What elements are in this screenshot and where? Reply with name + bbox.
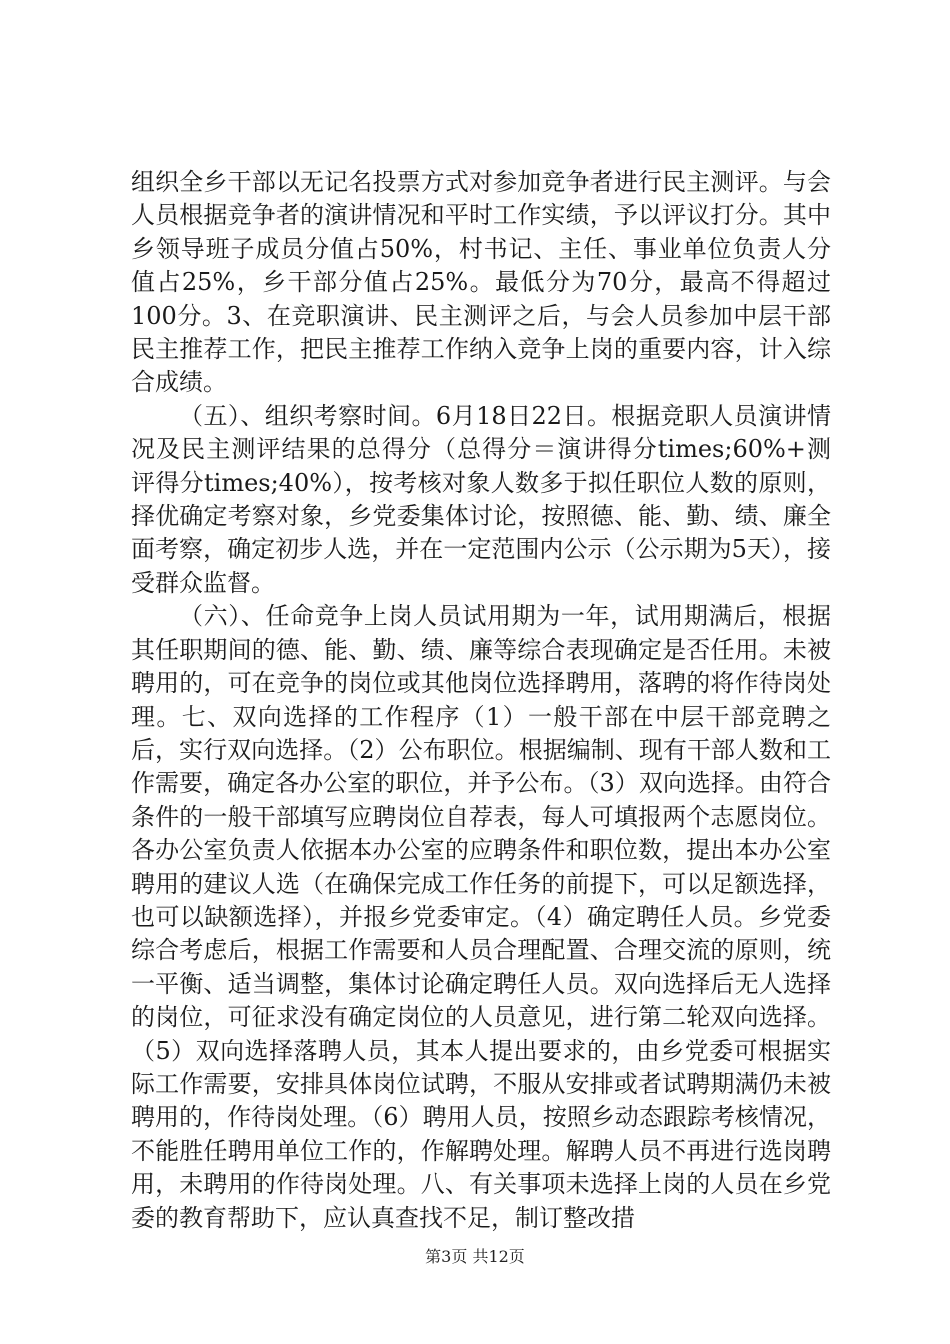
paragraph-1: 组织全乡干部以无记名投票方式对参加竞争者进行民主测评。与会人员根据竞争者的演讲情况和平时工作实绩，予以评议打分。其中乡领导班子成员分值占50%，村书记、主任、事业单位负责人分值占25%，乡干部分值占25%。最低分为70分，最高不得超过100分。3、在竞职演讲、民主测评之后，与会人员参加中层干部民主推荐工作，把民主推荐工作纳入竞争上岗的重要内容，计入综合成绩。 bbox=[131, 168, 831, 397]
document-body bbox=[131, 166, 831, 1235]
paragraph-3: （六）、任命竞争上岗人员试用期为一年，试用期满后，根据其任职期间的德、能、勤、绩、廉等综合表现确定是否任用。未被聘用的，可在竞争的岗位或其他岗位选择聘用，落聘的将作待岗处理。七、双向选择的工作程序（1）一般干部在中层干部竞聘之后，实行双向选择。（2）公布职位。根据编制、现有干部人数和工作需要，确定各办公室的职位，并予公布。（3）双向选择。由符合条件的一般干部填写应聘岗位自荐表，每人可填报两个志愿岗位。各办公室负责人依据本办公室的应聘条件和职位数，提出本办公室聘用的建议人选（在确保完成工作任务的前提下，可以足额选择，也可以缺额选择），并报乡党委审定。（4）确定聘任人员。乡党委综合考虑后，根据工作需要和人员合理配置、合理交流的原则，统一平衡、适当调整，集体讨论确定聘任人员。双向选择后无人选择的岗位，可征求没有确定岗位的人员意见，进行第二轮双向选择。（5）双向选择落聘人员，其本人提出要求的，由乡党委可根据实际工作需要，安排具体岗位试聘，不服从安排或者试聘期满仍未被聘用的，作待岗处理。（6）聘用人员，按照乡动态跟踪考核情况，不能胜任聘用单位工作的，作解聘处理。解聘人员不再进行选岗聘用，未聘用的作待岗处理。八、有关事项未选择上岗的人员在乡党委的教育帮助下，应认真查找不足，制订整改措 bbox=[131, 602, 831, 1232]
paragraph-2: （五）、组织考察时间。6月18日22日。根据竞职人员演讲情况及民主测评结果的总得分（总得分＝演讲得分times;60%+测评得分times;40%），按考核对象人数多于拟任职位人数的原则，择优确定考察对象，乡党委集体讨论，按照德、能、勤、绩、廉全面考察，确定初步人选，并在一定范围内公示（公示期为5天），接受群众监督。 bbox=[131, 401, 831, 597]
page-number-footer: 第3页 共12页 bbox=[425, 1247, 525, 1266]
